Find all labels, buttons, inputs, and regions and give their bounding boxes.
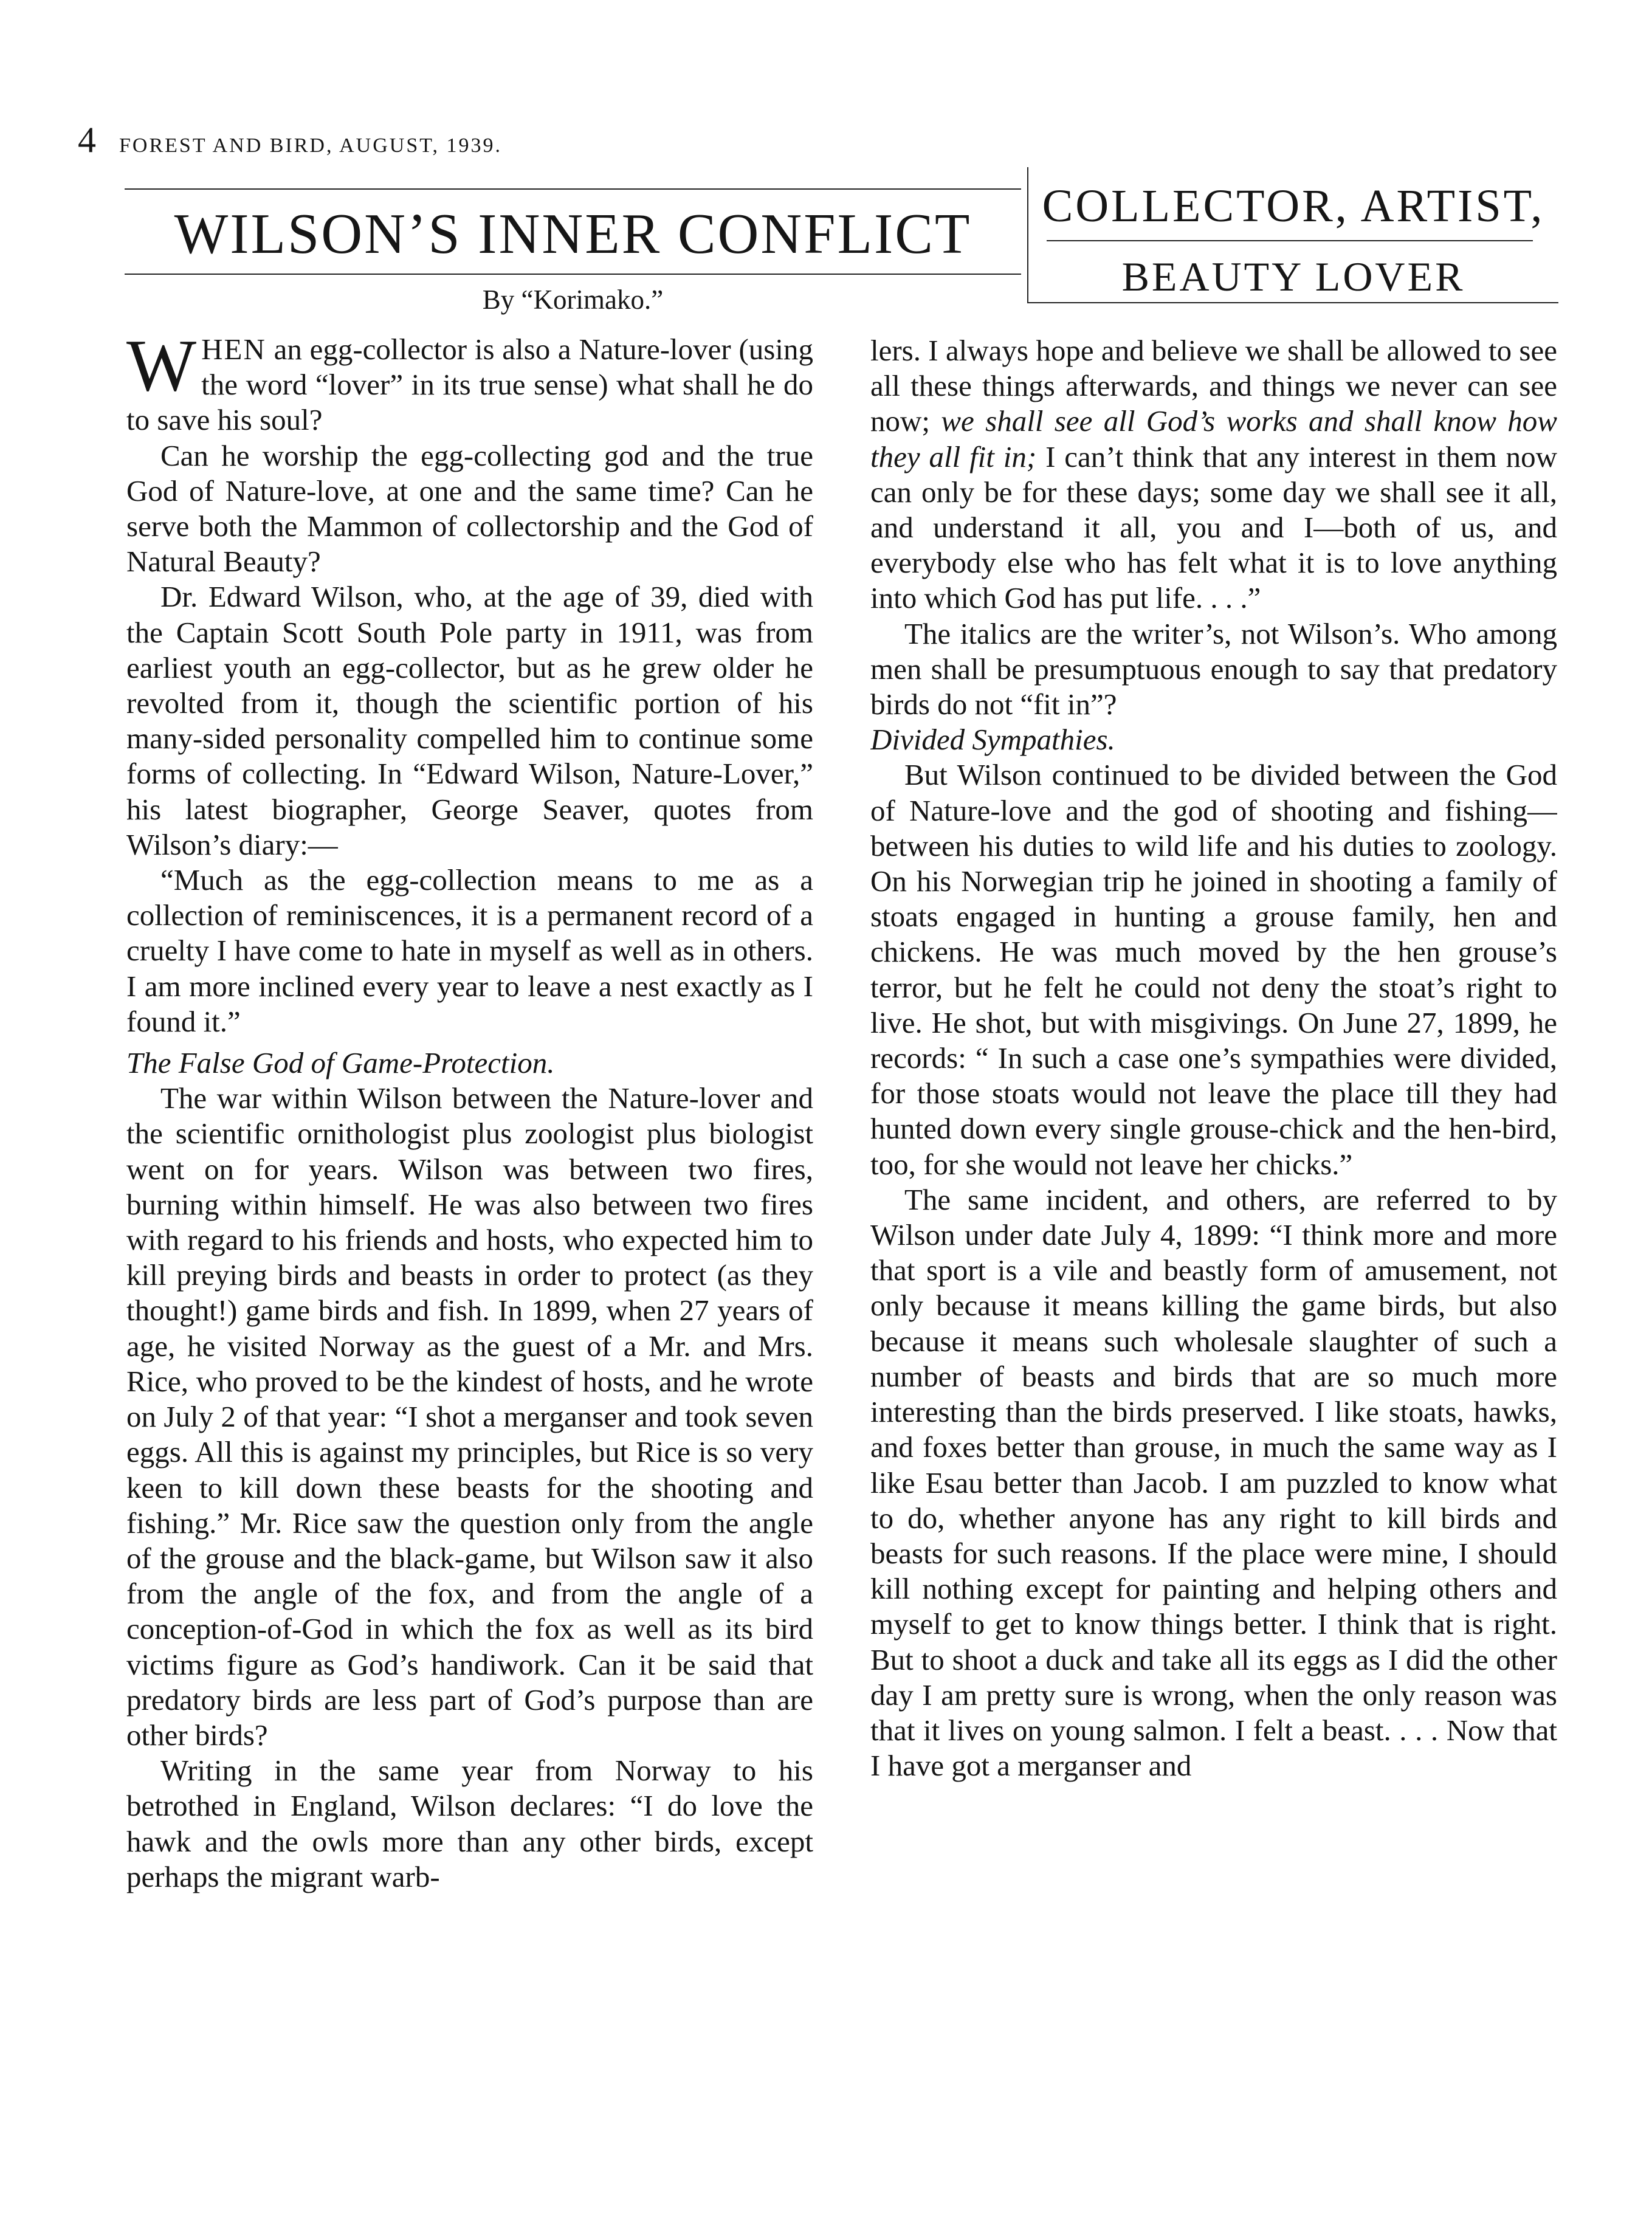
sidebar-heading-line1: COLLECTOR, ARTIST, <box>1042 181 1545 232</box>
paragraph: The italics are the writer’s, not Wilson’s. Who among men shall be presumptuous enough to say that predatory birds do not “fit in”? <box>870 616 1557 721</box>
sidebar-heading-box <box>1027 167 1558 303</box>
sidebar-bottom-rule <box>1028 302 1558 303</box>
title-rule-bottom <box>125 274 1021 275</box>
paragraph: The war within Wilson between the Nature-lover and the scientific ornithologist plus zoologist plus biologist went on for years. Wilson was between two fires, burning within himself. He was also between two fires with regard to his friends and hosts, who expected him to kill preying birds and beasts in order to protect (as they thought!) game birds and fish. In 1899, when 27 years of age, he visited Norway as the guest of a Mr. and Mrs. Rice, who proved to be the kindest of hosts, and he wrote on July 2 of that year: “I shot a merganser and took seven eggs. All this is against my principles, but Rice is so very keen to kill down these beasts for the shooting and fishing.” Mr. Rice saw the question only from the angle of the grouse and the black-game, but Wilson saw it also from the angle of the fox, and from the angle of a conception-of-God in which the fox as well as its bird victims figure as God’s handiwork. Can it be said that predatory birds are less part of God’s purpose than are other birds? <box>126 1081 813 1752</box>
page-header <box>78 119 502 161</box>
left-column <box>126 332 813 2189</box>
article-title: WILSON’S INNER CONFLICT <box>174 202 972 266</box>
paragraph: The same incident, and others, are referred to by Wilson under date July 4, 1899: “I think more and more that sport is a vile and beastly form of amusement, not only because it means killing the game birds, but also because it means such wholesale slaughter of such a number of beasts and birds that are so much more interesting than the birds preserved. I like stoats, hawks, and foxes better than grouse, in much the same way as I like Esau better than Jacob. I am puzzled to know what to do, whether anyone has any right to kill birds and beasts for such reasons. If the place were mine, I should kill nothing except for painting and helping others and myself to get to know things better. I think that is right. But to shoot a duck and take all its eggs as I did the other day I am pretty sure is wrong, when the only reason was that it lives on young salmon. I felt a beast. . . . Now that I have got a merganser and <box>870 1182 1557 1783</box>
article-title-block <box>125 188 1021 275</box>
first-word: HEN <box>201 332 266 366</box>
sidebar-heading-line2: BEAUTY LOVER <box>1121 253 1465 300</box>
paragraph: Writing in the same year from Norway to his betrothed in England, Wilson declares: “I do love the hawk and the owls more than any other birds, except perhaps the migrant warb- <box>126 1754 813 1893</box>
sidebar-divider <box>1047 240 1533 241</box>
paragraph-text: an egg-collector is also a Nature-lover (using the word “lover” in its true sense) what shall he do to save his soul? <box>126 332 813 437</box>
paragraph <box>870 333 1557 616</box>
section-subheading: The False God of Game-Protection. <box>126 1046 555 1080</box>
italic-emphasis: we shall see all God’s works and shall know how they all fit in; <box>870 404 1557 474</box>
page-number: 4 <box>78 120 96 160</box>
running-title: FOREST AND BIRD, AUGUST, 1939. <box>119 134 502 157</box>
drop-cap: W <box>126 332 197 407</box>
paragraph: But Wilson continued to be divided between the God of Nature-love and the god of shooting and fishing—between his duties to wild life and his duties to zoology. On his Norwegian trip he joined in shooting a family of stoats engaged in hunting a grouse family, hen and chickens. He was much moved by the hen grouse’s terror, but he felt he could not deny the stoat’s right to live. He shot, but with misgivings. On June 27, 1899, he records: “ In such a case one’s sympathies were divided, for those stoats would not leave the place till they had hunted down every single grouse-chick and the hen-bird, too, for she would not leave her chicks.” <box>870 758 1557 1181</box>
right-column <box>870 333 1557 2190</box>
article-byline: By “Korimako.” <box>482 284 664 315</box>
diary-quote: “Much as the egg-collection means to me as a collection of reminiscences, it is a permanent record of a cruelty I have come to hate in myself as well as in others. I am more inclined every year to leave a nest exactly as I found it.” <box>126 863 813 1038</box>
section-subheading: Divided Sympathies. <box>870 723 1115 757</box>
paragraph: Can he worship the egg-collecting god and the true God of Nature-love, at one and the same time? Can he serve both the Mammon of collectorship and the God of Natural Beauty? <box>126 438 813 579</box>
paragraph-text: lers. I always hope and believe we shall be allowed to see all these things afterwards, and things we never can see now; <box>870 334 1557 438</box>
paragraph <box>126 332 813 438</box>
paragraph-text: I can’t think that any interest in them now can only be for these days; some day we shall see it all, and understand it all, you and I—both of us, and everybody else who has felt what it is to love anything into which God has put life. . . .” <box>870 439 1557 615</box>
paragraph: Dr. Edward Wilson, who, at the age of 39, died with the Captain Scott South Pole party in 1911, was from earliest youth an egg-collector, but as he grew older he revolted from it, though the scientific portion of his many-sided personality compelled him to continue some forms of collecting. In “Edward Wilson, Nature-Lover,” his latest biographer, George Seaver, quotes from Wilson’s diary:— <box>126 580 813 861</box>
